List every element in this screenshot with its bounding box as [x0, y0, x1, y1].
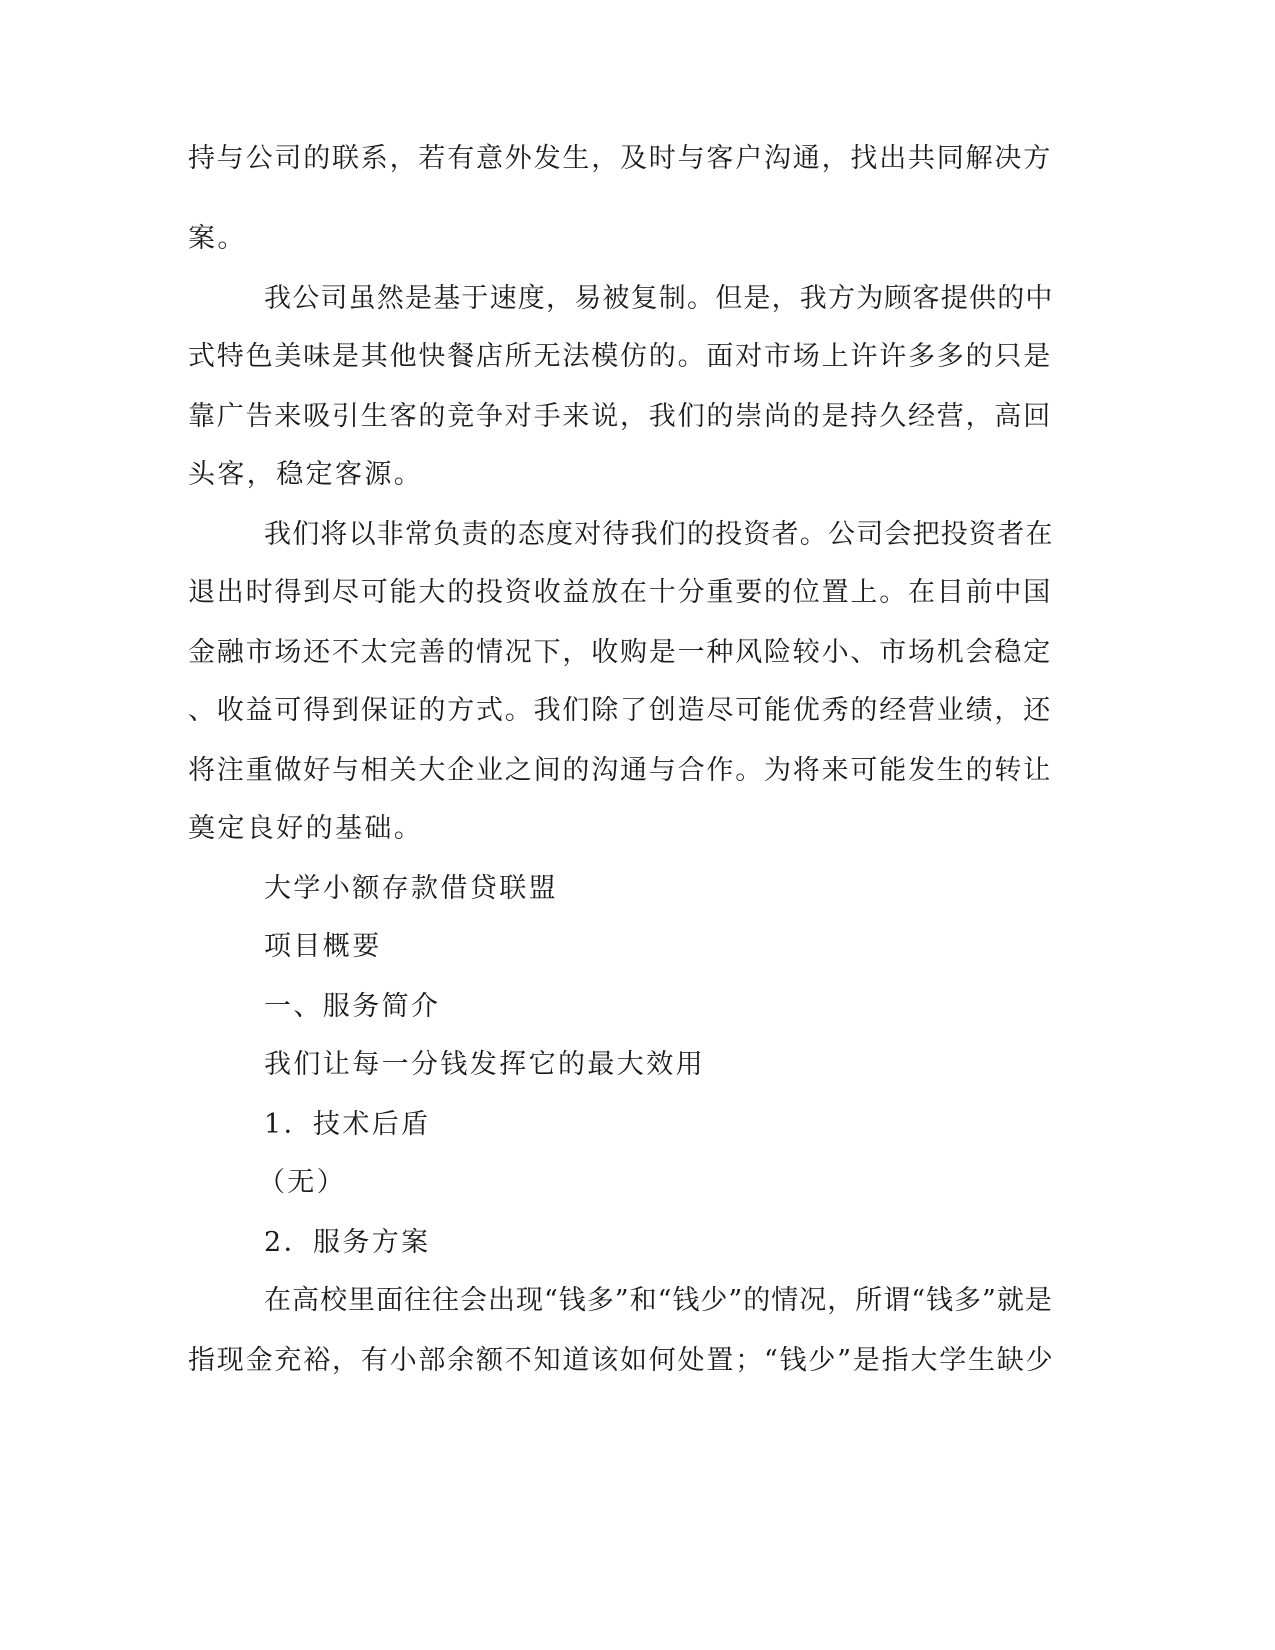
body-text-line: 头客，稳定客源。: [188, 459, 424, 490]
paragraph-first-line: 在高校里面往往会出现“钱多”和“钱少”的情况，所谓“钱多”就是: [264, 1285, 1053, 1316]
paragraph-first-line: 我公司虽然是基于速度，易被复制。但是，我方为顾客提供的中: [264, 283, 1054, 314]
subsection-heading: 1．技术后盾: [264, 1109, 431, 1140]
body-text-line: 金融市场还不太完善的情况下，收购是一种风险较小、市场机会稳定: [188, 637, 1052, 668]
paragraph-first-line: 我们将以非常负责的态度对待我们的投资者。公司会把投资者在: [264, 519, 1054, 550]
body-text-line: 案。: [188, 223, 247, 254]
slogan-line: 我们让每一分钱发挥它的最大效用: [264, 1049, 705, 1080]
section-heading: 项目概要: [264, 931, 382, 962]
body-text-line: 、收益可得到保证的方式。我们除了创造尽可能优秀的经营业绩，还: [188, 695, 1052, 726]
body-text-line: 式特色美味是其他快餐店所无法模仿的。面对市场上许许多多的只是: [188, 341, 1052, 372]
section-heading: 一、服务简介: [264, 991, 441, 1022]
body-text-line: 奠定良好的基础。: [188, 813, 424, 844]
body-text-line: 将注重做好与相关大企业之间的沟通与合作。为将来可能发生的转让: [188, 755, 1052, 786]
placeholder-note: （无）: [258, 1167, 347, 1198]
project-title: 大学小额存款借贷联盟: [264, 873, 558, 904]
body-text-line: 退出时得到尽可能大的投资收益放在十分重要的位置上。在目前中国: [188, 577, 1052, 608]
body-text-line: 靠广告来吸引生客的竞争对手来说，我们的崇尚的是持久经营，高回: [188, 401, 1052, 432]
body-text-line: 持与公司的联系，若有意外发生，及时与客户沟通，找出共同解决方: [188, 143, 1052, 174]
body-text-line: 指现金充裕，有小部余额不知道该如何处置；“钱少”是指大学生缺少: [188, 1345, 1055, 1376]
subsection-heading: 2．服务方案: [264, 1227, 431, 1258]
